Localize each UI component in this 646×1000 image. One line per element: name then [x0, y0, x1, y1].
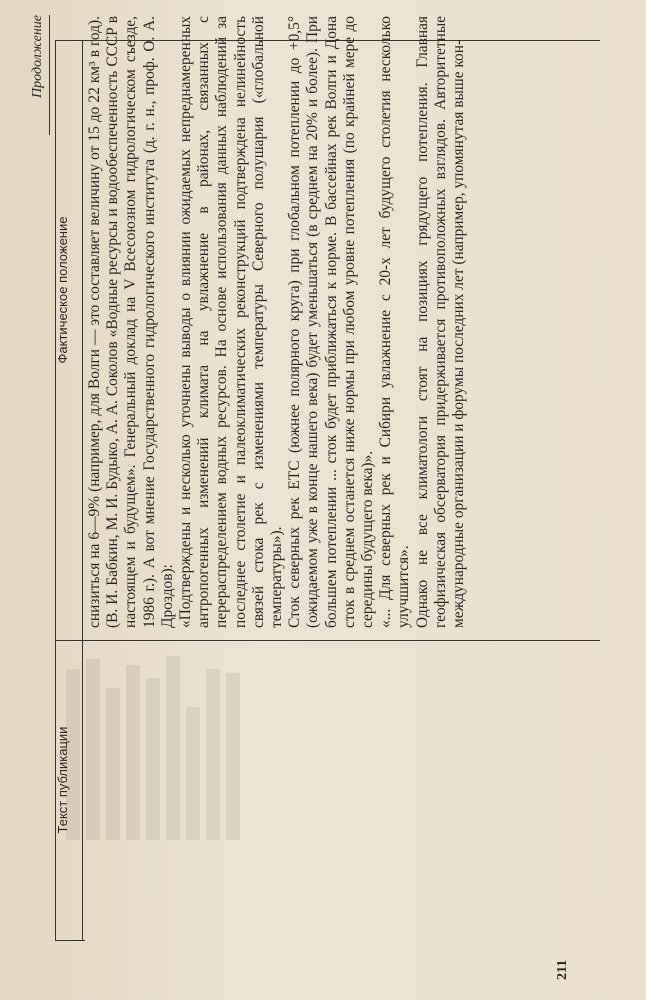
fact-column-header: Фактическое положение — [55, 216, 70, 364]
paragraph: снизиться на 6—9% (например, для Волги — это составляет величину от 15 до 22 км³ в год). (В. И. Бабкин, М. И. Будыко, А. А. Соколов «Водные ресурсы и водообеспеченность СССР в настоящем и будущем». Генеральный доклад на V Всесоюзном гидрологическом съезде, 1986 г.). А вот мнение Государственного гидрологического института (д. г. н., проф. О. А. Дроздов): — [86, 16, 176, 628]
publication-column-header: Текст публикации — [55, 726, 70, 834]
continuation-label: Продолжение — [30, 15, 50, 135]
paragraph: «... Для северных рек и Сибири увлажнение с 20-х лет будущего столетия несколько улучшится». — [377, 16, 413, 628]
paragraph: «Подтверждены и несколько уточнены выводы о влиянии ожидаемых непреднамеренных антропогенных изменений климата на увлажнение в районах, связанных с перераспределением водных ресурсов. На основе использования данных наблюдений за последнее столетие и палеоклиматических реконструкций подтверждена нелинейность связей стока рек с изменениями температуры Северного полушария («глобальной температуры»). — [177, 16, 286, 628]
bleed-through-text — [60, 650, 580, 840]
paragraph: Однако не все климатологи стоят на позициях грядущего потепления. Главная геофизическая обсерватория придерживается противоположных взглядов. Авторитетные международные организации и форумы последних лет (например, упомянутая выше кон- — [413, 16, 468, 628]
page-number: 211 — [555, 959, 570, 980]
paragraph: Сток северных рек ЕТС (южнее полярного круга) при глобальном потеплении до +0,5° (ожидаемом уже в конце нашего века) будет уменьшаться (в среднем на 20% и более). При большем потеплении ... сток будет приближаться к норме. В бассейнах рек Волги и Дона сток в среднем останется ниже нормы при любом уровне потепления (по крайней мере до середины будущего века)». — [286, 16, 377, 628]
fact-column-text — [86, 16, 468, 628]
